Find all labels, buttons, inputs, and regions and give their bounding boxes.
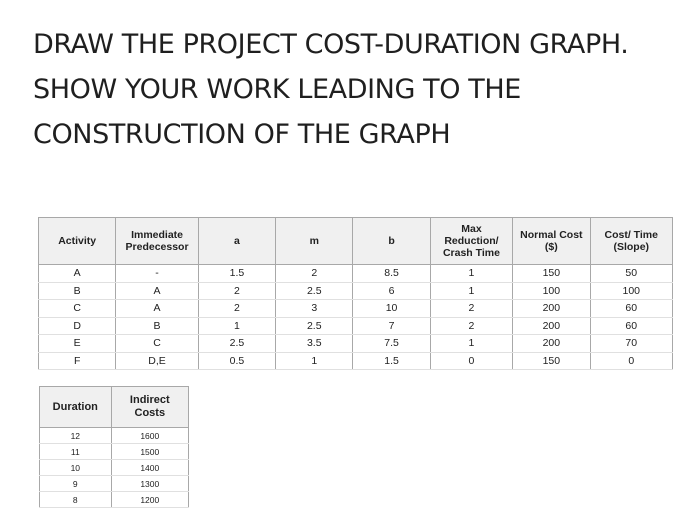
table-cell: 7 xyxy=(353,317,430,335)
table-row xyxy=(39,300,673,318)
table-cell: 8 xyxy=(40,492,112,508)
column-header: Max Reduction/ Crash Time xyxy=(430,218,512,265)
table-cell: 70 xyxy=(590,335,673,353)
table-cell: C xyxy=(116,335,198,353)
indirect-cost-table xyxy=(39,386,189,508)
page-title: DRAW THE PROJECT COST-DURATION GRAPH. SHOW YOUR WORK LEADING TO THE CONSTRUCTION OF THE GRAPH xyxy=(33,29,629,150)
table-row xyxy=(39,317,673,335)
table-cell: 1300 xyxy=(111,476,188,492)
table-cell: 150 xyxy=(513,265,590,283)
table-header-row xyxy=(39,218,673,265)
table-row xyxy=(39,282,673,300)
table-cell: 1 xyxy=(198,317,275,335)
column-header: a xyxy=(198,218,275,265)
activity-table xyxy=(38,217,673,370)
table-cell: 100 xyxy=(590,282,673,300)
table-header-row xyxy=(40,387,189,428)
table-cell: 2.5 xyxy=(276,282,353,300)
table-cell: B xyxy=(116,317,198,335)
table-cell: 10 xyxy=(40,460,112,476)
table-row xyxy=(40,492,189,508)
table-cell: A xyxy=(39,265,116,283)
table-cell: - xyxy=(116,265,198,283)
table-row xyxy=(39,335,673,353)
column-header: Cost/ Time (Slope) xyxy=(590,218,673,265)
table-cell: 2 xyxy=(198,300,275,318)
table-cell: 3 xyxy=(276,300,353,318)
table-cell: 6 xyxy=(353,282,430,300)
column-header: m xyxy=(276,218,353,265)
table-cell: 0.5 xyxy=(198,352,275,370)
table-row xyxy=(40,460,189,476)
table-cell: D,E xyxy=(116,352,198,370)
table-cell: 1 xyxy=(430,265,512,283)
table-cell: A xyxy=(116,300,198,318)
table-cell: 2.5 xyxy=(276,317,353,335)
table-cell: 200 xyxy=(513,317,590,335)
table-cell: 100 xyxy=(513,282,590,300)
column-header: Activity xyxy=(39,218,116,265)
table-cell: D xyxy=(39,317,116,335)
table-cell: 1200 xyxy=(111,492,188,508)
table-cell: 0 xyxy=(590,352,673,370)
table-cell: 2 xyxy=(198,282,275,300)
table-cell: 1600 xyxy=(111,428,188,444)
table-cell: C xyxy=(39,300,116,318)
column-header: Duration xyxy=(40,387,112,428)
table-cell: 10 xyxy=(353,300,430,318)
table-cell: 2 xyxy=(430,317,512,335)
table-cell: B xyxy=(39,282,116,300)
column-header: Normal Cost ($) xyxy=(513,218,590,265)
column-header: Immediate Predecessor xyxy=(116,218,198,265)
table-row xyxy=(40,476,189,492)
table-cell: 1 xyxy=(430,282,512,300)
table-cell: 1500 xyxy=(111,444,188,460)
table-cell: 200 xyxy=(513,300,590,318)
table-cell: E xyxy=(39,335,116,353)
table-cell: 1 xyxy=(276,352,353,370)
column-header: Indirect Costs xyxy=(111,387,188,428)
table-row xyxy=(39,265,673,283)
table-cell: 0 xyxy=(430,352,512,370)
table-cell: 2 xyxy=(276,265,353,283)
table-cell: F xyxy=(39,352,116,370)
table-cell: 11 xyxy=(40,444,112,460)
table-cell: 12 xyxy=(40,428,112,444)
table-cell: 1400 xyxy=(111,460,188,476)
table-cell: 9 xyxy=(40,476,112,492)
table-row xyxy=(39,352,673,370)
table-cell: 60 xyxy=(590,300,673,318)
table-cell: 1.5 xyxy=(198,265,275,283)
table-cell: 150 xyxy=(513,352,590,370)
column-header: b xyxy=(353,218,430,265)
table-cell: 3.5 xyxy=(276,335,353,353)
table-cell: 2 xyxy=(430,300,512,318)
table-cell: 60 xyxy=(590,317,673,335)
table-cell: 1 xyxy=(430,335,512,353)
table-cell: 2.5 xyxy=(198,335,275,353)
table-cell: 7.5 xyxy=(353,335,430,353)
table-cell: 200 xyxy=(513,335,590,353)
table-cell: 8.5 xyxy=(353,265,430,283)
table-row xyxy=(40,444,189,460)
table-cell: 50 xyxy=(590,265,673,283)
table-cell: A xyxy=(116,282,198,300)
table-cell: 1.5 xyxy=(353,352,430,370)
table-row xyxy=(40,428,189,444)
